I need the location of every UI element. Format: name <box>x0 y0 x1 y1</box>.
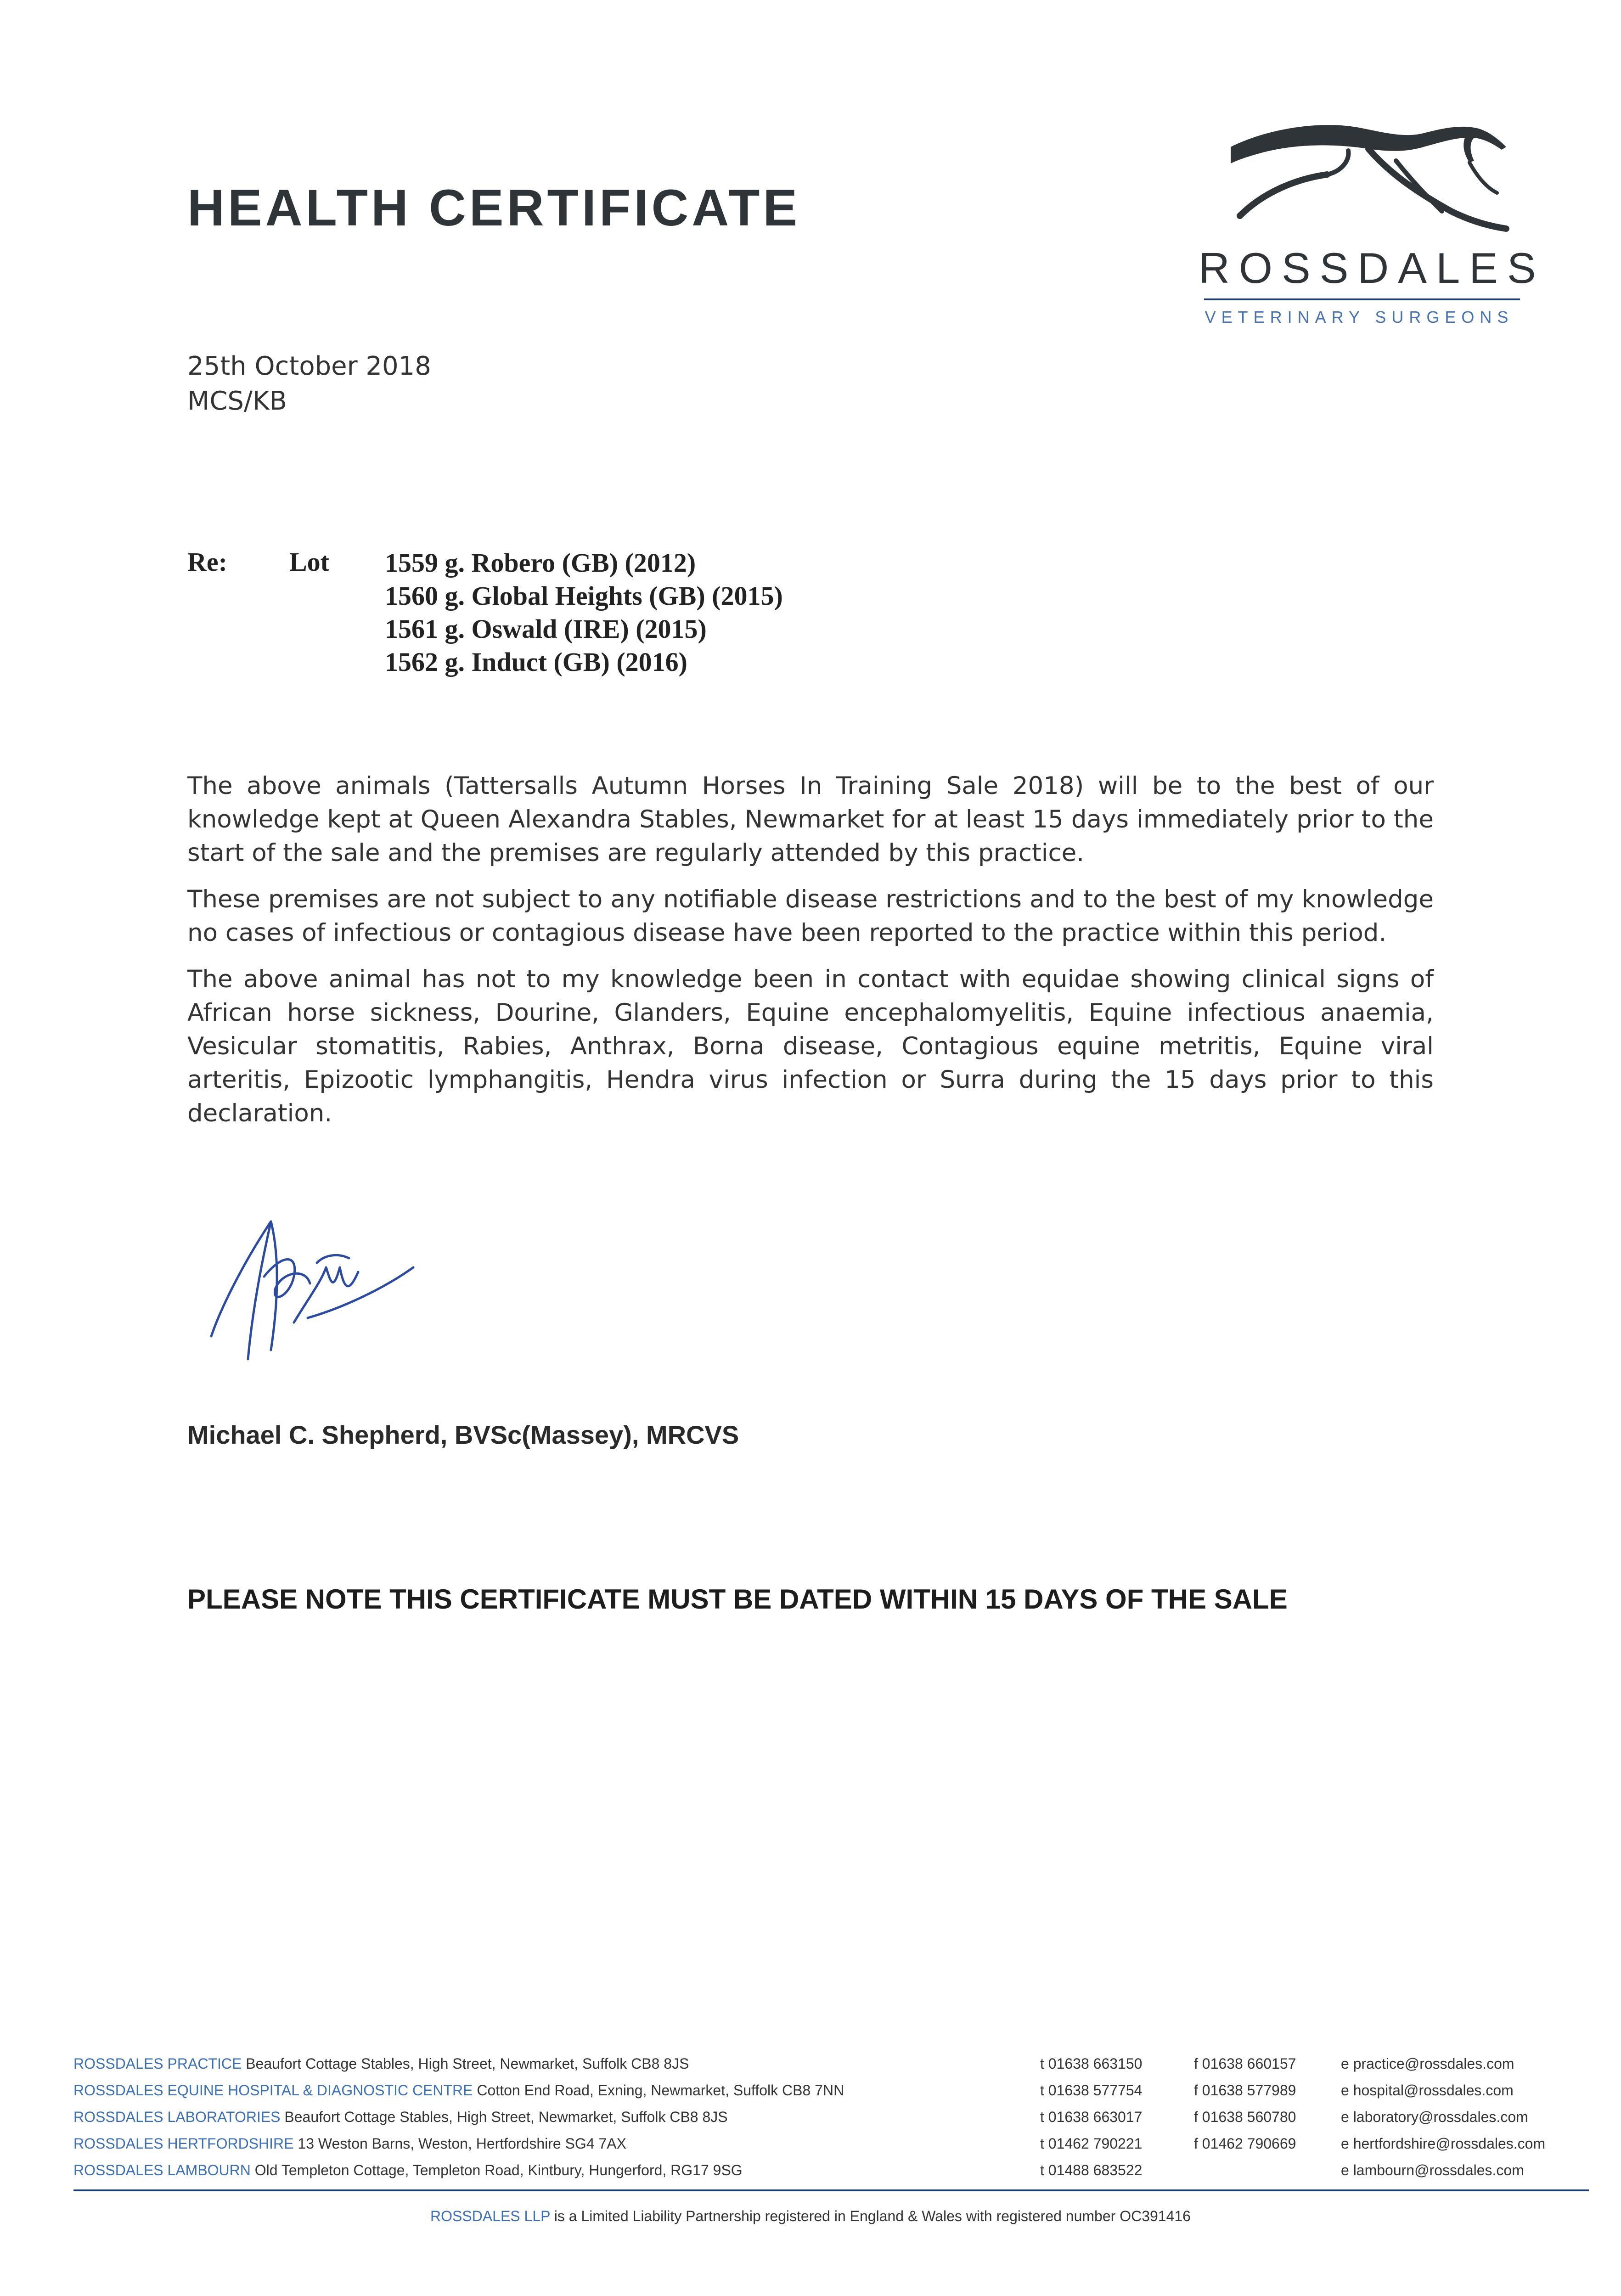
footer-office-row <box>73 2055 1589 2082</box>
horse-logo-icon <box>1212 110 1515 248</box>
rossdales-logo <box>1199 110 1545 331</box>
office-address: 13 Weston Barns, Weston, Hertfordshire SG4 7AX <box>298 2135 626 2152</box>
certificate-body <box>187 769 1434 1143</box>
validity-notice: PLEASE NOTE THIS CERTIFICATE MUST BE DATED WITHIN 15 DAYS OF THE SALE <box>187 1584 1288 1615</box>
footer-office-row <box>73 2135 1589 2162</box>
re-label: Re: <box>187 547 227 577</box>
office-address: Old Templeton Cottage, Templeton Road, Kintbury, Hungerford, RG17 9SG <box>254 2162 743 2178</box>
office-fax: f 01462 790669 <box>1194 2135 1296 2152</box>
handwritten-signature <box>202 1212 441 1378</box>
letter-reference: MCS/KB <box>187 386 287 416</box>
office-address: Beaufort Cottage Stables, High Street, Newmarket, Suffolk CB8 8JS <box>284 2109 728 2125</box>
office-line <box>73 2109 728 2126</box>
registration-line <box>0 2208 1621 2225</box>
lot-item: 1559 g. Robero (GB) (2012) <box>385 548 696 578</box>
office-name: ROSSDALES LABORATORIES <box>73 2109 281 2125</box>
letter-date: 25th October 2018 <box>187 351 431 381</box>
footer-office-row <box>73 2082 1589 2109</box>
office-fax: f 01638 660157 <box>1194 2055 1296 2072</box>
office-line <box>73 2055 689 2072</box>
office-email: e laboratory@rossdales.com <box>1341 2109 1528 2125</box>
office-address: Beaufort Cottage Stables, High Street, Newmarket, Suffolk CB8 8JS <box>246 2055 689 2072</box>
lot-item: 1560 g. Global Heights (GB) (2015) <box>385 581 783 611</box>
office-name: ROSSDALES EQUINE HOSPITAL & DIAGNOSTIC CENTRE <box>73 2082 473 2099</box>
signer-name: Michael C. Shepherd, BVSc(Massey), MRCVS <box>187 1420 739 1449</box>
office-email: e lambourn@rossdales.com <box>1341 2162 1524 2178</box>
office-phone: t 01638 663017 <box>1040 2109 1143 2125</box>
lot-item: 1561 g. Oswald (IRE) (2015) <box>385 614 707 644</box>
office-phone: t 01462 790221 <box>1040 2135 1143 2152</box>
office-email: e practice@rossdales.com <box>1341 2055 1514 2072</box>
logo-divider <box>1204 298 1520 300</box>
office-phone: t 01638 663150 <box>1040 2055 1143 2072</box>
office-line <box>73 2162 743 2179</box>
registration-name: ROSSDALES LLP <box>430 2208 550 2224</box>
footer-divider <box>73 2189 1589 2191</box>
body-paragraph: The above animal has not to my knowledge been in contact with equidae showing clinical signs of African horse sickness, Dourine, Glanders, Equine encephalomyelitis, Equine infectious anaemia, Vesicular stomatitis, Rabies, Anthrax, Borna disease, Contagious equine metritis, Equine viral arteritis, Epizootic lymphangitis, Hendra virus infection or Surra during the 15 days prior to this declaration. <box>187 965 1434 1127</box>
office-name: ROSSDALES HERTFORDSHIRE <box>73 2135 294 2152</box>
office-phone: t 01638 577754 <box>1040 2082 1143 2099</box>
office-email: e hospital@rossdales.com <box>1341 2082 1514 2099</box>
office-name: ROSSDALES LAMBOURN <box>73 2162 251 2178</box>
office-fax: f 01638 577989 <box>1194 2082 1296 2099</box>
office-phone: t 01488 683522 <box>1040 2162 1143 2178</box>
footer-office-row <box>73 2109 1589 2135</box>
logo-brand-name: ROSSDALES <box>1199 244 1545 292</box>
lot-label: Lot <box>289 547 329 577</box>
body-paragraph: These premises are not subject to any notifiable disease restrictions and to the best of my knowledge no cases of infectious or contagious disease have been reported to the practice within this period. <box>187 885 1434 947</box>
footer-offices <box>73 2055 1589 2189</box>
office-fax: f 01638 560780 <box>1194 2109 1296 2125</box>
office-email: e hertfordshire@rossdales.com <box>1341 2135 1546 2152</box>
office-line <box>73 2082 844 2099</box>
body-paragraph: The above animals (Tattersalls Autumn Horses In Training Sale 2018) will be to the best of our knowledge kept at Queen Alexandra Stables, Newmarket for at least 15 days immediately prior to the start of the sale and the premises are regularly attended by this practice. <box>187 772 1434 867</box>
footer-office-row <box>73 2162 1589 2189</box>
office-name: ROSSDALES PRACTICE <box>73 2055 242 2072</box>
page-title: HEALTH CERTIFICATE <box>187 179 801 236</box>
lot-list <box>385 546 936 679</box>
lot-item: 1562 g. Induct (GB) (2016) <box>385 647 687 677</box>
letter-meta <box>187 349 431 419</box>
office-address: Cotton End Road, Exning, Newmarket, Suffolk CB8 7NN <box>477 2082 844 2099</box>
office-line <box>73 2135 626 2152</box>
logo-subtitle: VETERINARY SURGEONS <box>1204 308 1514 326</box>
registration-text: is a Limited Liability Partnership registered in England & Wales with registered number OC391416 <box>554 2208 1191 2224</box>
